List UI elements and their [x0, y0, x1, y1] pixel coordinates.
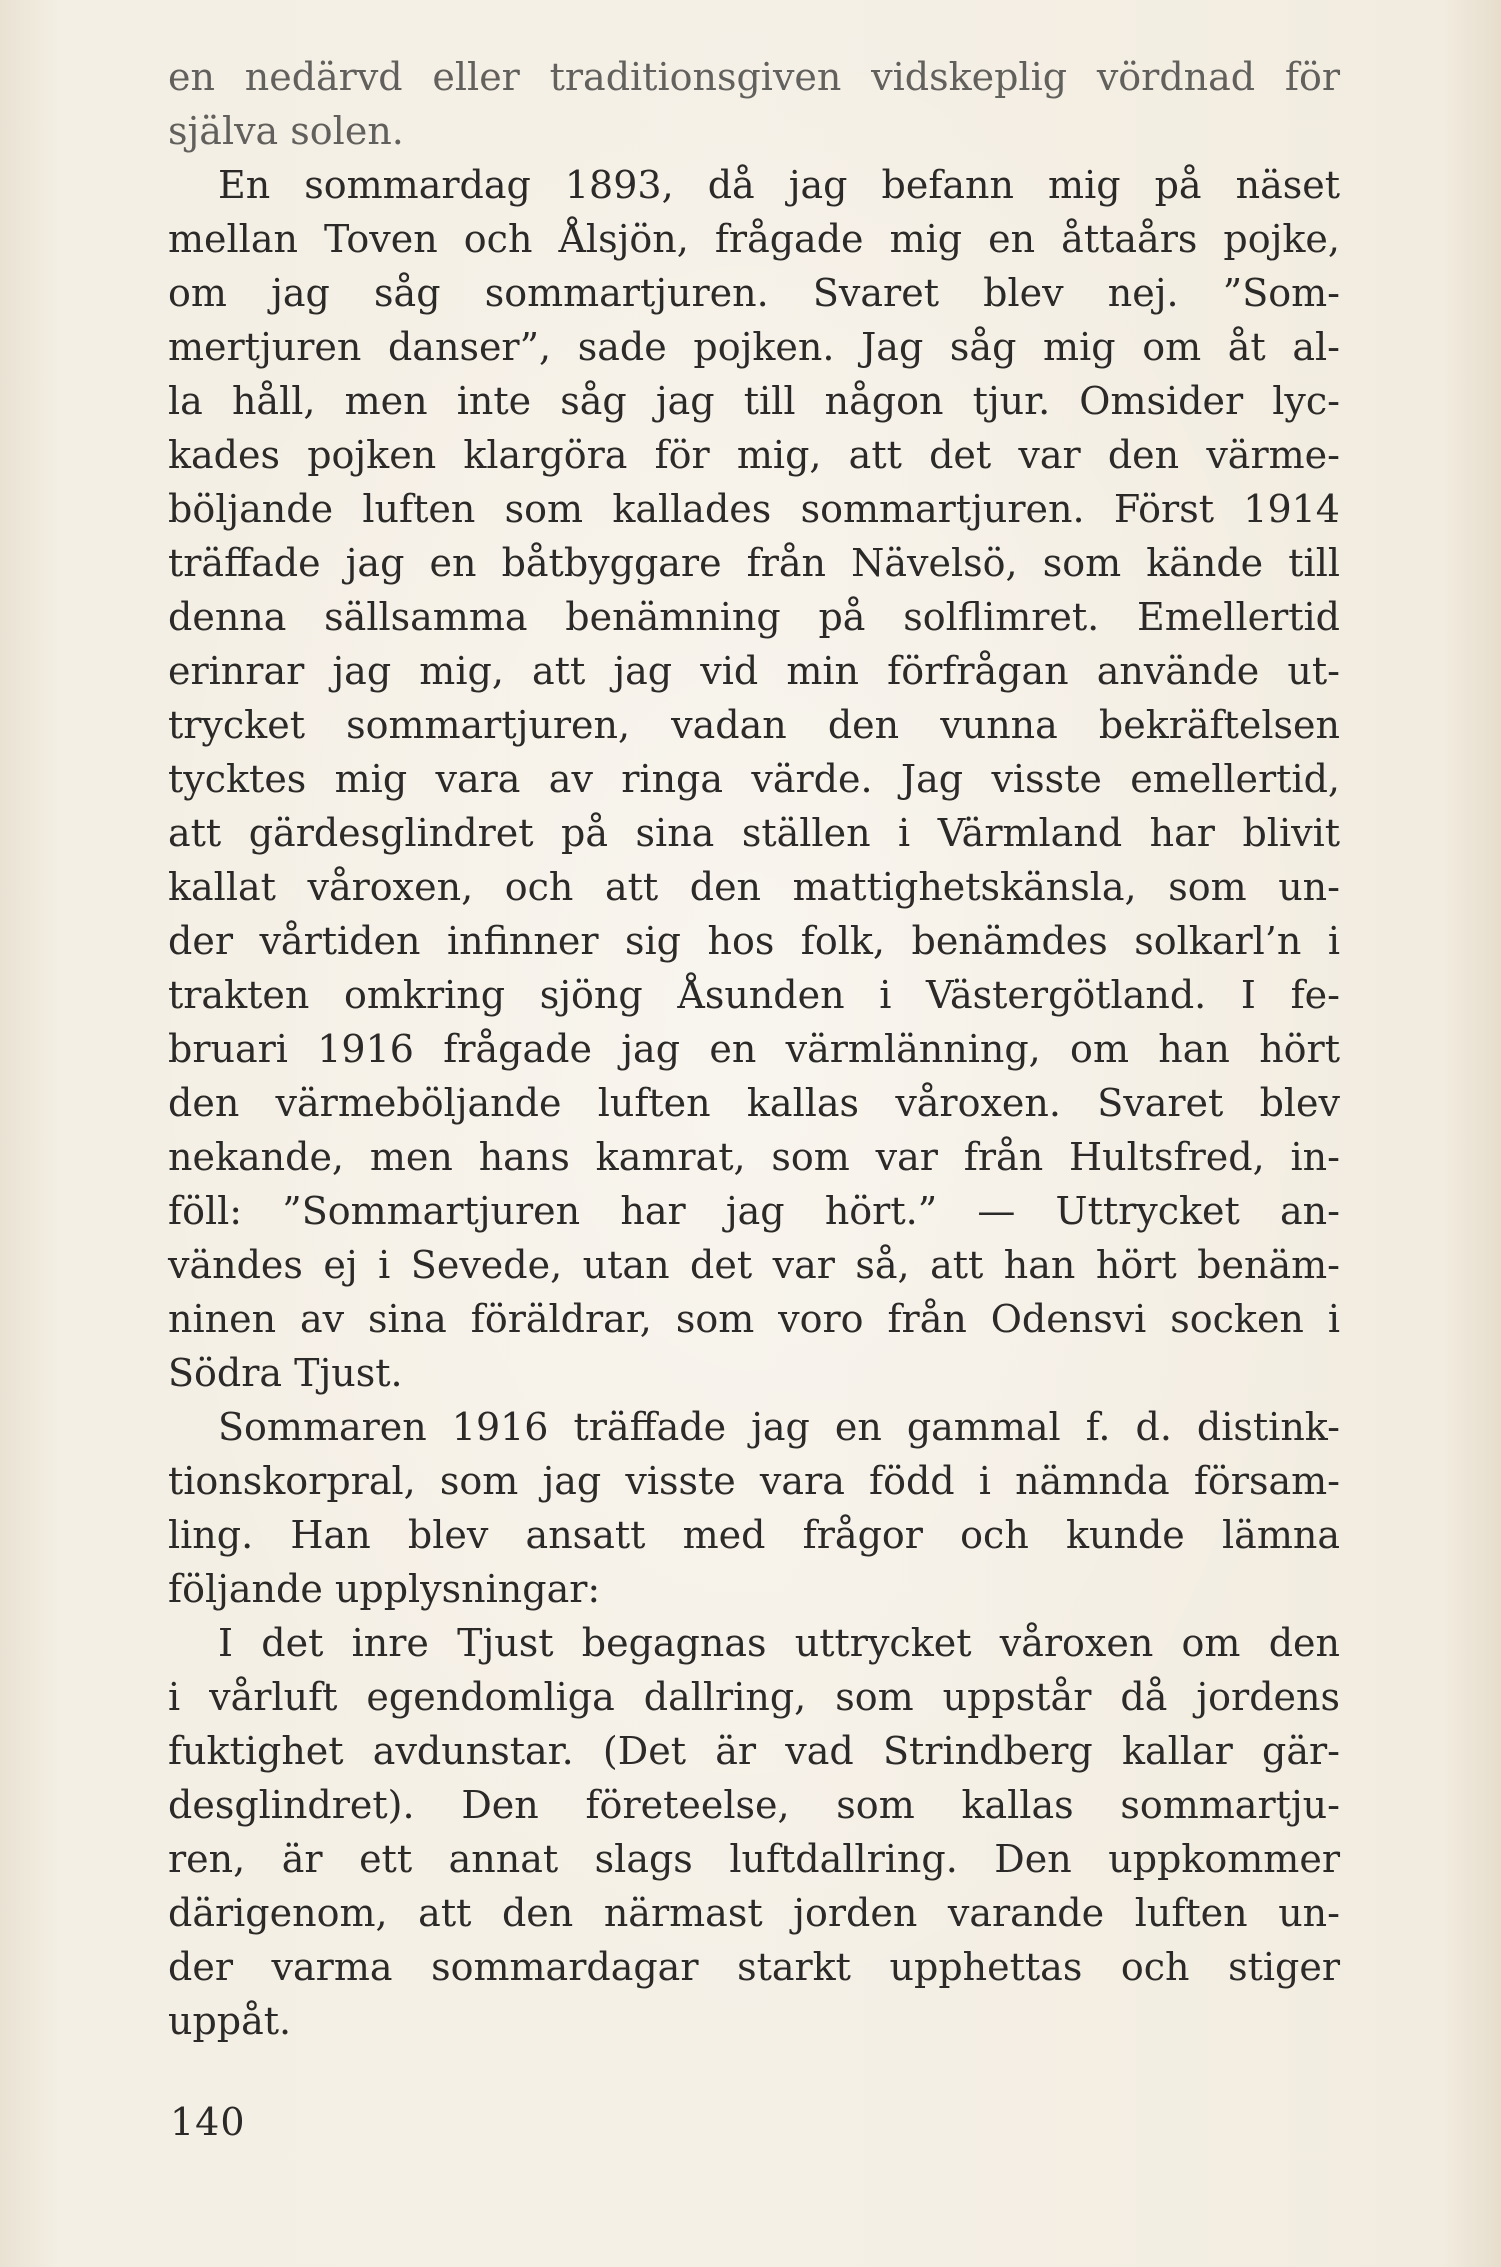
text-line: ninen av sina föräldrar, som voro från Odensvi socken i: [168, 1297, 1340, 1341]
text-line: trakten omkring sjöng Åsunden i Västergötland. I fe-: [168, 973, 1340, 1017]
text-line: der varma sommardagar starkt upphettas och stiger: [168, 1945, 1340, 1989]
text-line: desglindret). Den företeelse, som kallas sommartju-: [168, 1783, 1340, 1827]
text-line: den värmeböljande luften kallas våroxen. Svaret blev: [168, 1081, 1340, 1125]
text-line: Södra Tjust.: [168, 1351, 403, 1395]
text-line: att gärdesglindret på sina ställen i Värmland har blivit: [168, 811, 1340, 855]
text-line: i vårluft egendomliga dallring, som uppstår då jordens: [168, 1675, 1340, 1719]
page-number: 140: [170, 2100, 246, 2144]
text-line: föll: ”Sommartjuren har jag hört.” — Uttrycket an-: [168, 1189, 1340, 1233]
text-line: uppåt.: [168, 1999, 292, 2043]
text-line: denna sällsamma benämning på solflimret. Emellertid: [168, 595, 1340, 639]
body-text: [168, 50, 1340, 2048]
text-line: la håll, men inte såg jag till någon tjur. Omsider lyc-: [168, 379, 1340, 423]
text-line: bruari 1916 frågade jag en värmlänning, om han hört: [168, 1027, 1340, 1071]
text-line: följande upplysningar:: [168, 1567, 601, 1611]
text-line: vändes ej i Sevede, utan det var så, att han hört benäm-: [168, 1243, 1340, 1287]
text-line: I det inre Tjust begagnas uttrycket våroxen om den: [218, 1621, 1340, 1665]
text-line: kades pojken klargöra för mig, att det var den värme-: [168, 433, 1340, 477]
text-line: en nedärvd eller traditionsgiven vidskeplig vördnad för: [168, 55, 1340, 99]
text-line: En sommardag 1893, då jag befann mig på näset: [218, 163, 1340, 207]
text-line: nekande, men hans kamrat, som var från Hultsfred, in-: [168, 1135, 1340, 1179]
text-line: tionskorpral, som jag visste vara född i nämnda försam-: [168, 1459, 1340, 1503]
text-line: erinrar jag mig, att jag vid min förfrågan använde ut-: [168, 649, 1340, 693]
text-line: böljande luften som kallades sommartjuren. Först 1914: [168, 487, 1340, 531]
text-line: själva solen.: [168, 109, 404, 153]
text-line: ren, är ett annat slags luftdallring. Den uppkommer: [168, 1837, 1340, 1881]
text-line: tycktes mig vara av ringa värde. Jag visste emellertid,: [168, 757, 1340, 801]
text-line: kallat våroxen, och att den mattighetskänsla, som un-: [168, 865, 1340, 909]
text-line: därigenom, att den närmast jorden varande luften un-: [168, 1891, 1340, 1935]
text-line: trycket sommartjuren, vadan den vunna bekräftelsen: [168, 703, 1340, 747]
text-line: Sommaren 1916 träffade jag en gammal f. d. distink-: [218, 1405, 1340, 1449]
text-line: om jag såg sommartjuren. Svaret blev nej. ”Som-: [168, 271, 1340, 315]
text-line: mertjuren danser”, sade pojken. Jag såg mig om åt al-: [168, 325, 1340, 369]
text-line: mellan Toven och Ålsjön, frågade mig en åttaårs pojke,: [168, 217, 1340, 261]
text-line: fuktighet avdunstar. (Det är vad Strindberg kallar gär-: [168, 1729, 1340, 1773]
text-line: der vårtiden infinner sig hos folk, benämdes solkarl’n i: [168, 919, 1340, 963]
text-line: ling. Han blev ansatt med frågor och kunde lämna: [168, 1513, 1340, 1557]
text-line: träffade jag en båtbyggare från Nävelsö, som kände till: [168, 541, 1340, 585]
